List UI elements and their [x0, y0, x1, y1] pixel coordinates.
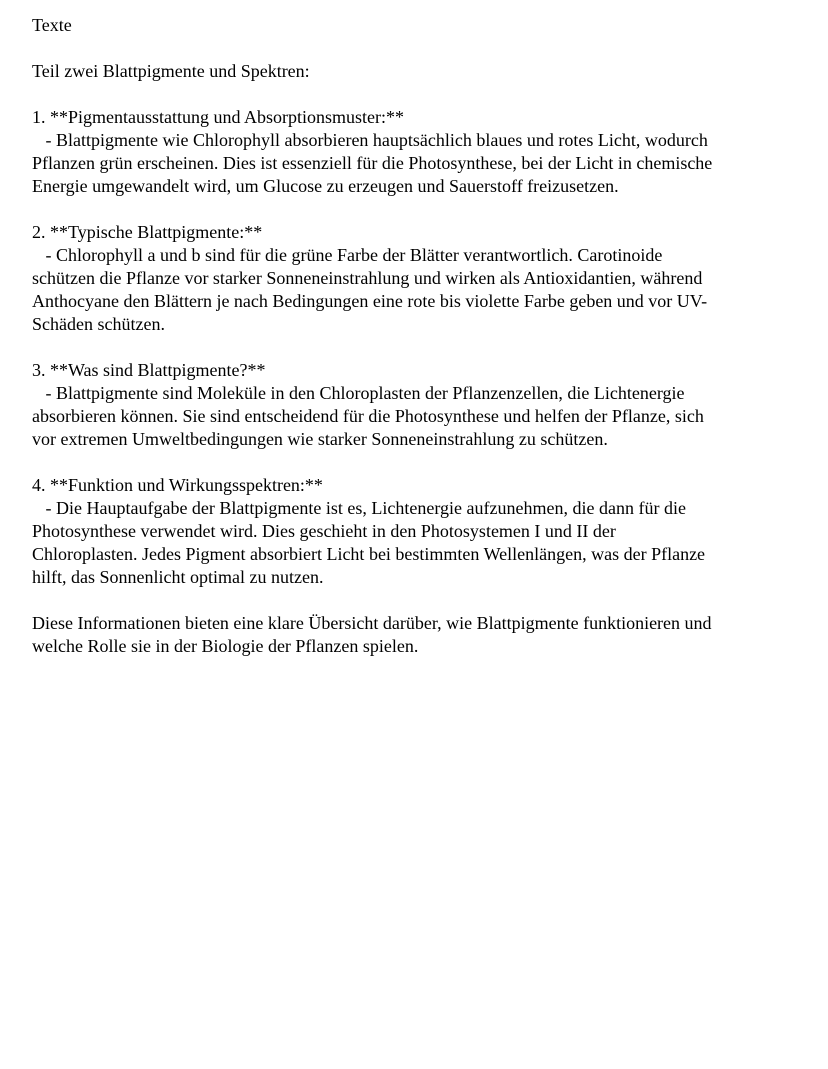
paragraph-gap	[32, 451, 792, 474]
section-line: - Die Hauptaufgabe der Blattpigmente ist es, Lichtenergie aufzunehmen, die dann für die	[32, 498, 686, 518]
closing-paragraph	[32, 612, 792, 658]
section-title: 3. **Was sind Blattpigmente?**	[32, 360, 266, 380]
section-line: - Chlorophyll a und b sind für die grüne Farbe der Blätter verantwortlich. Carotinoide	[32, 245, 663, 265]
section-line: Photosynthese verwendet wird. Dies geschieht in den Photosystemen I und II der	[32, 521, 616, 541]
section-title: 4. **Funktion und Wirkungsspektren:**	[32, 475, 323, 495]
document-intro: Teil zwei Blattpigmente und Spektren:	[32, 61, 310, 81]
closing-line: welche Rolle sie in der Biologie der Pflanzen spielen.	[32, 636, 419, 656]
section-2	[32, 221, 792, 336]
section-line: hilft, das Sonnenlicht optimal zu nutzen.	[32, 567, 324, 587]
section-line: schützen die Pflanze vor starker Sonneneinstrahlung und wirken als Antioxidantien, während	[32, 268, 703, 288]
paragraph-gap	[32, 83, 792, 106]
section-line: - Blattpigmente wie Chlorophyll absorbieren hauptsächlich blaues und rotes Licht, wodurch	[32, 130, 708, 150]
section-title: 2. **Typische Blattpigmente:**	[32, 222, 263, 242]
section-line: absorbieren können. Sie sind entscheidend für die Photosynthese und helfen der Pflanze, sich	[32, 406, 704, 426]
section-1	[32, 106, 792, 198]
paragraph-gap	[32, 336, 792, 359]
section-title: 1. **Pigmentausstattung und Absorptionsmuster:**	[32, 107, 404, 127]
closing-line: Diese Informationen bieten eine klare Übersicht darüber, wie Blattpigmente funktionieren und	[32, 613, 712, 633]
section-line: Energie umgewandelt wird, um Glucose zu erzeugen und Sauerstoff freizusetzen.	[32, 176, 619, 196]
section-line: Chloroplasten. Jedes Pigment absorbiert Licht bei bestimmten Wellenlängen, was der Pflanze	[32, 544, 706, 564]
section-4	[32, 474, 792, 589]
section-line: Pflanzen grün erscheinen. Dies ist essenziell für die Photosynthese, bei der Licht in chemische	[32, 153, 713, 173]
document-page	[32, 14, 792, 658]
paragraph-gap	[32, 198, 792, 221]
section-line: Schäden schützen.	[32, 314, 165, 334]
section-line: Anthocyane den Blättern je nach Bedingungen eine rote bis violette Farbe geben und vor UV-	[32, 291, 708, 311]
section-3	[32, 359, 792, 451]
paragraph-gap	[32, 589, 792, 612]
paragraph-gap	[32, 37, 792, 60]
document-heading: Texte	[32, 15, 72, 35]
section-line: vor extremen Umweltbedingungen wie starker Sonneneinstrahlung zu schützen.	[32, 429, 608, 449]
section-line: - Blattpigmente sind Moleküle in den Chloroplasten der Pflanzenzellen, die Lichtenergie	[32, 383, 685, 403]
